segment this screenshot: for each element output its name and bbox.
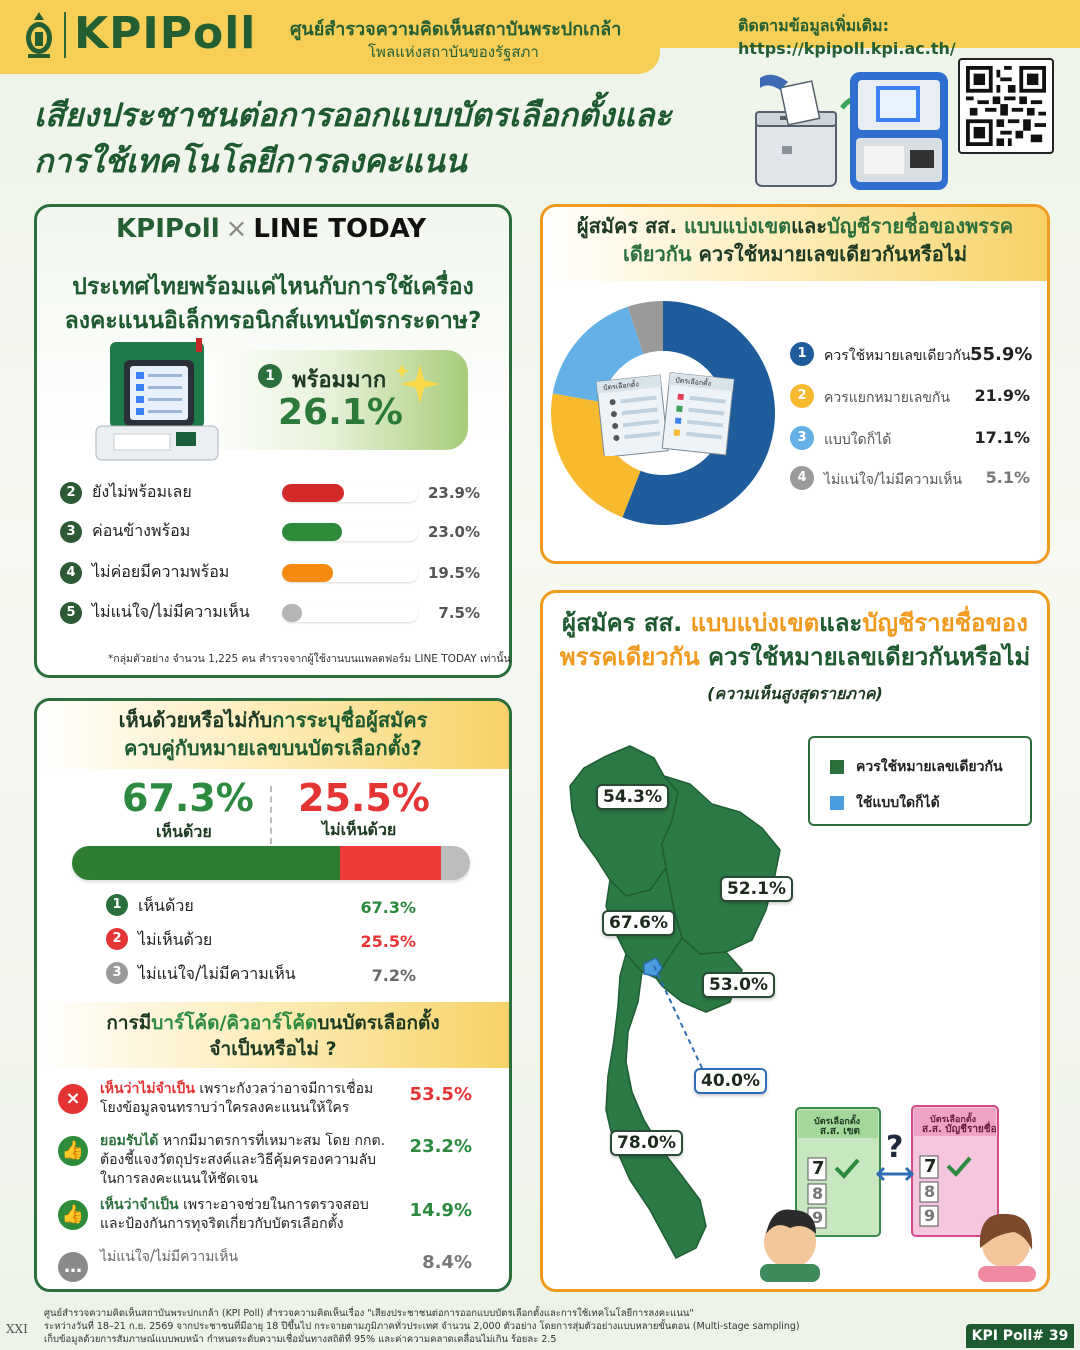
donut-legend-label: ควรแยกหมายเลขกัน [824, 390, 950, 406]
kpi-line-today-brand [116, 214, 426, 244]
barcode-title-c: บนบัตรเลือกตั้ง [317, 1012, 440, 1034]
barcode-row-icon: 👍 [58, 1136, 88, 1166]
footer-logo: XXI [6, 1322, 28, 1336]
sn-title-e: เดียวกัน [622, 242, 692, 266]
rg-title-e: พรรคเดียวกัน [559, 643, 700, 671]
card-left-num-7: 7 [812, 1158, 825, 1179]
legend-swatch-same [830, 760, 844, 774]
map-label-central: 67.6% [602, 910, 675, 936]
donut-legend-num: 2 [790, 384, 814, 408]
readiness-bar-track [282, 604, 418, 622]
question-mark-icon: ? [886, 1130, 904, 1165]
ballot-label-right: บัตรเลือกตั้ง [674, 376, 712, 388]
top-answer-num: 1 [258, 364, 282, 388]
donut-legend-label: แบบใดก็ได้ [824, 432, 892, 448]
voting-machine-icon [92, 338, 222, 462]
barcode-row-value: 23.2% [409, 1136, 472, 1157]
readiness-bar [282, 604, 302, 622]
legend-label-same: ควรใช้หมายเลขเดียวกัน [856, 759, 1003, 775]
barcode-row-text [100, 1196, 390, 1234]
readiness-question-line2: ลงคะแนนอิเล็กทรอนิกส์แทนบัตรกระดาษ? [64, 308, 482, 334]
kpipoll-logo: KPIPoll [74, 8, 257, 59]
qr-pattern-icon [966, 66, 1046, 146]
org-subtitle: โพลแห่งสถาบันของรัฐสภา [368, 43, 539, 61]
barcode-row-value: 14.9% [409, 1200, 472, 1221]
barcode-row-highlight: เห็นว่าจำเป็น [100, 1197, 179, 1213]
sn-title-c: และ [791, 214, 828, 238]
barcode-row-text [100, 1248, 390, 1267]
donut-legend-label: ไม่แน่ใจ/ไม่มีความเห็น [824, 472, 963, 488]
donut-legend-value: 17.1% [974, 428, 1030, 447]
name-number-row-value: 25.5% [360, 932, 416, 951]
sn-title-f: ควรใช้หมายเลขเดียวกันหรือไม่ [691, 242, 968, 266]
qr-code[interactable] [958, 58, 1054, 154]
map-label-north: 54.3% [596, 784, 669, 810]
ballot-comparison-svg [752, 1102, 1042, 1282]
name-number-row-num: 3 [106, 962, 128, 984]
barcode-row-reason: หากมีมาตรการที่เหมาะสม โดย กกต. ต้องชี้แจงวัตถุประสงค์และวิธีคุ้มครองความลับในการลงคะแนนให้ชัดเจน [100, 1133, 386, 1187]
name-number-row-num: 1 [106, 894, 128, 916]
card-left-title: บัตรเลือกตั้ง [814, 1117, 861, 1127]
name-number-row-value: 67.3% [360, 898, 416, 917]
name-number-row-label: ไม่เห็นด้วย [138, 930, 213, 949]
ballot-cards-icon [596, 370, 736, 456]
donut-legend-value: 5.1% [985, 468, 1030, 487]
barcode-row-icon: 👍 [58, 1200, 88, 1230]
ballot-to-machine-illustration [752, 68, 952, 198]
region-title [546, 606, 1044, 674]
brand-kpi: KPIPoll [116, 214, 220, 244]
ballot-label-left: บัตรเลือกตั้ง [602, 380, 640, 393]
barcode-row-value: 8.4% [422, 1252, 472, 1273]
name-number-title-a: เห็นด้วยหรือไม่กับ [118, 708, 273, 732]
bangkok-pointer-line [640, 962, 710, 1074]
card-right-sub: ส.ส. บัญชีรายชื่อ [922, 1124, 997, 1135]
readiness-row-label: ไม่แน่ใจ/ไม่มีความเห็น [92, 602, 250, 621]
card-left-num-9: 9 [812, 1208, 824, 1227]
org-name: ศูนย์สำรวจความคิดเห็นสถาบันพระปกเกล้า [290, 19, 622, 40]
barcode-row-reason: เพราะกังวลว่าอาจมีการเชื่อมโยงข้อมูลจนทราบว่าใครลงคะแนนให้ใคร [100, 1081, 374, 1116]
card-right-num-8: 8 [924, 1182, 936, 1201]
page-title-line2: การใช้เทคโนโลยีการลงคะแนน [34, 142, 467, 180]
donut-legend-label: ควรใช้หมายเลขเดียวกัน [824, 348, 971, 364]
top-answer-value: 26.1% [278, 392, 403, 433]
barcode-row-value: 53.5% [409, 1084, 472, 1105]
donut-legend-num: 4 [790, 466, 814, 490]
barcode-title [40, 1010, 506, 1062]
agree-stacked-bar [72, 846, 470, 880]
rg-title-c: และ [819, 609, 863, 637]
readiness-row-label: ยังไม่พร้อมเลย [92, 482, 192, 501]
readiness-row-value: 23.0% [427, 523, 480, 541]
map-label-bangkok: 40.0% [694, 1068, 767, 1094]
map-label-south: 78.0% [610, 1130, 683, 1156]
readiness-row-value: 7.5% [438, 604, 480, 622]
logo-separator [64, 12, 66, 58]
name-number-row-label: ไม่แน่ใจ/ไม่มีความเห็น [138, 964, 296, 983]
name-number-title-l2: ควบคู่กับหมายเลขบนบัตรเลือกตั้ง? [124, 736, 422, 760]
card-right-title: บัตรเลือกตั้ง [930, 1115, 977, 1125]
readiness-row-label: ค่อนข้างพร้อม [92, 521, 191, 540]
readiness-bar-track [282, 484, 418, 502]
barcode-title-b: บาร์โค้ด/คิวอาร์โค้ด [151, 1012, 318, 1034]
agree-big-value: 67.3% [122, 776, 254, 820]
kpi-emblem-icon [22, 10, 56, 60]
footer-methodology [44, 1307, 904, 1346]
readiness-row-num: 2 [60, 482, 82, 504]
readiness-row-value: 19.5% [427, 564, 480, 582]
rg-title-b: แบบแบ่งเขต [690, 609, 820, 637]
barcode-row-icon: … [58, 1252, 88, 1282]
page-title-line1: เสียงประชาชนต่อการออกแบบบัตรเลือกตั้งและ [34, 96, 672, 134]
name-number-row-value: 7.2% [371, 966, 416, 985]
rg-title-f: ควรใช้หมายเลขเดียวกันหรือไม่ [699, 643, 1031, 671]
name-number-row-label: เห็นด้วย [138, 896, 194, 915]
map-label-northeast: 52.1% [720, 876, 793, 902]
donut-legend-num: 1 [790, 342, 814, 366]
agree-big-label: เห็นด้วย [156, 822, 212, 841]
top-answer-label: พร้อมมาก [292, 368, 387, 393]
footer-line2: ระหว่างวันที่ 18–21 ก.ย. 2569 จากประชาชนที่มีอายุ 18 ปีขึ้นไป กระจายตามภูมิภาคทั่วประเทศ จำนวน 2,000 ตัวอย่าง โดยการสุ่มตัวอย่างแบบหลายขั้นตอน (Multi-stage sampling) [44, 1321, 800, 1332]
readiness-row-num: 4 [60, 562, 82, 584]
legend-swatch-any [830, 796, 844, 810]
map-label-east: 53.0% [702, 972, 775, 998]
barcode-row-text [100, 1132, 390, 1189]
readiness-bar-track [282, 564, 418, 582]
footer-line3: เก็บข้อมูลด้วยการสัมภาษณ์แบบพบหน้า กำหนดระดับความเชื่อมั่นทางสถิติที่ 95% และค่าความคลาดเคลื่อนไม่เกิน ร้อยละ 2.5 [44, 1334, 557, 1345]
poll-number-badge: KPI Poll# 39 [966, 1324, 1074, 1348]
page-title [34, 92, 754, 184]
readiness-bar [282, 564, 333, 582]
name-number-row-num: 2 [106, 928, 128, 950]
barcode-row-highlight: ยอมรับได้ [100, 1133, 159, 1149]
brand-x: × [225, 214, 248, 244]
card-right-num-7: 7 [924, 1156, 937, 1177]
card-left-num-8: 8 [812, 1184, 824, 1203]
brand-line-today: LINE TODAY [253, 214, 427, 244]
readiness-row-value: 23.9% [427, 484, 480, 502]
readiness-row-num: 5 [60, 602, 82, 624]
barcode-row-reason: เพราะอาจช่วยในการตรวจสอบและป้องกันการทุจริตเกี่ยวกับบัตรเลือกตั้ง [100, 1197, 369, 1232]
name-number-title-b: การระบุชื่อผู้สมัคร [272, 708, 428, 732]
footer-line1: ศูนย์สำรวจความคิดเห็นสถาบันพระปกเกล้า (KPI Poll) สำรวจความคิดเห็นเรื่อง "เสียงประชาชนต่อการออกแบบบัตรเลือกตั้งและการใช้เทคโนโลยีการลงคะแนน" [44, 1308, 694, 1319]
donut-legend-value: 21.9% [974, 386, 1030, 405]
readiness-question [50, 270, 496, 338]
readiness-question-line1: ประเทศไทยพร้อมแค่ไหนกับการใช้เครื่อง [72, 274, 474, 300]
barcode-row-highlight: เห็นว่าไม่จำเป็น [100, 1081, 195, 1097]
sn-title-d: บัญชีรายชื่อของพรรค [827, 214, 1014, 238]
donut-legend-num: 3 [790, 426, 814, 450]
sparkle-icon [394, 360, 444, 410]
stacked-bar-segment [72, 846, 340, 880]
sample-note: *กลุ่มตัวอย่าง จำนวน 1,225 คน สำรวจจากผู้ใช้งานบนแพลตฟอร์ม LINE TODAY เท่านั้น [108, 653, 511, 665]
stacked-bar-segment [340, 846, 441, 880]
readiness-bar [282, 484, 344, 502]
map-legend [808, 736, 1032, 826]
sn-title-b: แบบแบ่งเขต [684, 214, 792, 238]
barcode-row-reason: ไม่แน่ใจ/ไม่มีความเห็น [100, 1249, 239, 1265]
readiness-bar-track [282, 523, 418, 541]
readiness-row-num: 3 [60, 521, 82, 543]
disagree-big-label: ไม่เห็นด้วย [322, 820, 397, 839]
same-number-title [546, 212, 1044, 268]
card-right-num-9: 9 [924, 1206, 936, 1225]
readiness-bar [282, 523, 342, 541]
sn-title-a: ผู้สมัคร สส. [576, 214, 685, 238]
name-number-title [40, 706, 506, 762]
rg-title-a: ผู้สมัคร สส. [562, 609, 691, 637]
barcode-row-text [100, 1080, 390, 1118]
card-left-sub: ส.ส. เขต [820, 1126, 861, 1137]
rg-title-d: บัญชีรายชื่อของ [862, 609, 1028, 637]
region-subtitle: (ความเห็นสูงสุดรายภาค) [707, 684, 883, 703]
barcode-title-l2: จำเป็นหรือไม่ ? [209, 1038, 337, 1060]
agree-divider [270, 786, 272, 844]
legend-label-any: ใช้แบบใดก็ได้ [856, 795, 940, 811]
barcode-row-icon: × [58, 1084, 88, 1114]
barcode-title-a: การมี [106, 1012, 152, 1034]
ballot-comparison-illustration [752, 1102, 1042, 1282]
disagree-big-value: 25.5% [298, 776, 430, 820]
readiness-row-label: ไม่ค่อยมีความพร้อม [92, 562, 230, 581]
donut-legend-value: 55.9% [970, 344, 1033, 365]
follow-link[interactable]: ติดตามข้อมูลเพิ่มเติม: https://kpipoll.kpi.ac.th/ [738, 16, 956, 58]
